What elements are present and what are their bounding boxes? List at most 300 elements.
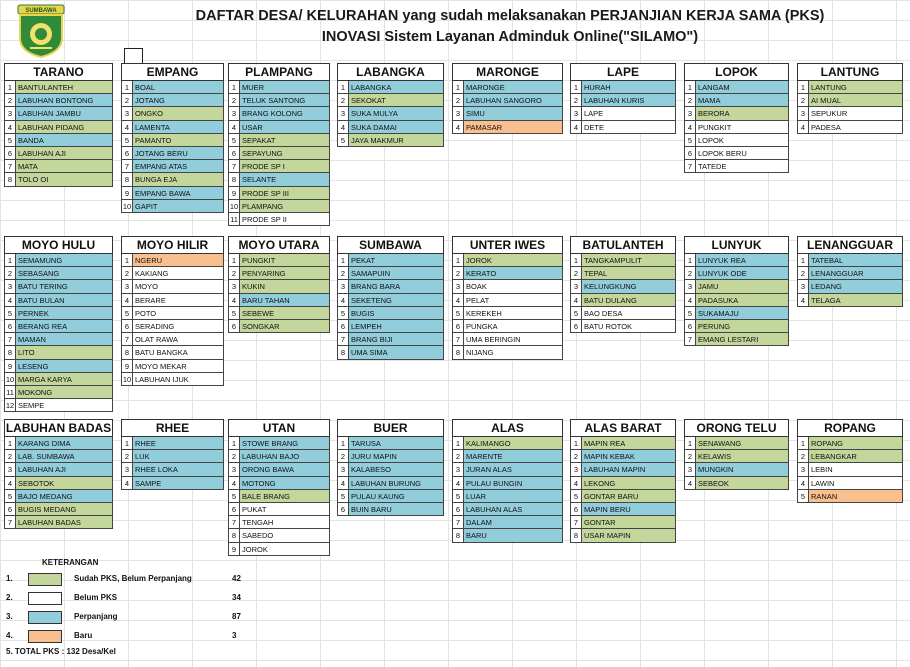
district-title: MOYO UTARA: [228, 236, 330, 254]
village-number: 4: [684, 294, 696, 307]
village-row: [452, 490, 563, 503]
legend-swatch: [28, 592, 62, 605]
village-name: PERUNG: [696, 320, 789, 333]
village-name: LEBANGKAR: [809, 450, 903, 463]
village-row: [228, 294, 330, 307]
village-number: 4: [228, 294, 240, 307]
district-title: LENANGGUAR: [797, 236, 903, 254]
village-name: LITO: [16, 346, 113, 359]
village-row: [797, 81, 903, 94]
village-number: 3: [452, 280, 464, 293]
district-title: EMPANG: [121, 63, 224, 81]
village-name: TELAGA: [809, 294, 903, 307]
village-row: [337, 490, 444, 503]
village-row: [228, 121, 330, 134]
village-number: 3: [4, 280, 16, 293]
village-number: 9: [121, 360, 133, 373]
village-row: [452, 294, 563, 307]
village-number: 5: [4, 490, 16, 503]
village-row: [337, 94, 444, 107]
village-number: 1: [4, 254, 16, 267]
village-number: 3: [4, 107, 16, 120]
village-name: BATU DULANG: [582, 294, 676, 307]
village-number: 8: [4, 346, 16, 359]
village-number: 5: [121, 307, 133, 320]
village-number: 1: [452, 437, 464, 450]
village-row: [452, 450, 563, 463]
village-name: EMPANG ATAS: [133, 160, 224, 173]
village-row: [684, 134, 789, 147]
village-number: 3: [797, 280, 809, 293]
village-row: [797, 437, 903, 450]
village-name: LABUHAN PIDANG: [16, 121, 113, 134]
village-number: 4: [228, 121, 240, 134]
district-title: UTAN: [228, 419, 330, 437]
village-name: SAMPE: [133, 477, 224, 490]
village-row: [452, 333, 563, 346]
village-row: [228, 307, 330, 320]
village-number: 3: [570, 463, 582, 476]
village-row: [337, 107, 444, 120]
village-row: [121, 267, 224, 280]
village-number: 1: [121, 437, 133, 450]
village-row: [452, 477, 563, 490]
village-name: LESENG: [16, 360, 113, 373]
village-number: 5: [228, 307, 240, 320]
village-name: BUGIS MEDANG: [16, 503, 113, 516]
village-row: [121, 320, 224, 333]
village-row: [228, 320, 330, 333]
village-name: KUKIN: [240, 280, 330, 293]
village-number: 6: [452, 320, 464, 333]
village-name: PUNGKIT: [240, 254, 330, 267]
village-row: [121, 160, 224, 173]
village-name: KEREKEH: [464, 307, 563, 320]
village-row: [121, 294, 224, 307]
village-name: PUNGKIT: [696, 121, 789, 134]
village-number: 3: [452, 107, 464, 120]
village-number: 8: [452, 529, 464, 542]
village-name: KAKIANG: [133, 267, 224, 280]
district-title: PLAMPANG: [228, 63, 330, 81]
village-name: PUKAT: [240, 503, 330, 516]
village-name: LAB. SUMBAWA: [16, 450, 113, 463]
district-title: ORONG TELU: [684, 419, 789, 437]
village-name: BUGIS: [349, 307, 444, 320]
village-number: 4: [4, 294, 16, 307]
village-number: 2: [4, 94, 16, 107]
village-name: LABUHAN BONTONG: [16, 94, 113, 107]
village-name: NGERU: [133, 254, 224, 267]
page-title-line-2: INOVASI Sistem Layanan Adminduk Online("SILAMO"): [321, 29, 699, 45]
village-name: BANDA: [16, 134, 113, 147]
village-number: 6: [228, 320, 240, 333]
village-row: [121, 360, 224, 373]
village-number: 4: [337, 121, 349, 134]
village-row: [4, 437, 113, 450]
village-row: [570, 516, 676, 529]
village-number: 1: [121, 81, 133, 94]
village-name: RHEE: [133, 437, 224, 450]
village-number: 7: [684, 333, 696, 346]
village-row: [121, 477, 224, 490]
village-row: [570, 503, 676, 516]
village-row: [121, 147, 224, 160]
village-number: 2: [337, 267, 349, 280]
village-row: [337, 463, 444, 476]
village-number: 3: [121, 280, 133, 293]
village-number: 1: [570, 437, 582, 450]
village-name: ONGKO: [133, 107, 224, 120]
village-row: [4, 147, 113, 160]
legend-count: 87: [232, 612, 241, 621]
village-name: KERATO: [464, 267, 563, 280]
village-row: [228, 503, 330, 516]
village-name: KARANG DIMA: [16, 437, 113, 450]
village-name: LANTUNG: [809, 81, 903, 94]
district-title: LUNYUK: [684, 236, 789, 254]
village-row: [4, 360, 113, 373]
village-name: PRODE SP II: [240, 213, 330, 226]
village-name: EMPANG BAWA: [133, 187, 224, 200]
village-name: BATU BULAN: [16, 294, 113, 307]
village-number: 2: [797, 267, 809, 280]
village-name: JAMU: [696, 280, 789, 293]
village-name: LABUHAN AJI: [16, 463, 113, 476]
village-name: LUNYUK ODE: [696, 267, 789, 280]
village-number: 4: [4, 477, 16, 490]
village-row: [121, 463, 224, 476]
village-name: SAMAPUIN: [349, 267, 444, 280]
village-number: 4: [228, 477, 240, 490]
village-name: HURAH: [582, 81, 676, 94]
village-row: [684, 477, 789, 490]
village-number: 1: [570, 81, 582, 94]
legend-item: [4, 571, 254, 589]
village-number: 6: [228, 147, 240, 160]
village-name: SUKAMAJU: [696, 307, 789, 320]
village-name: DETE: [582, 121, 676, 134]
village-name: LAPE: [582, 107, 676, 120]
village-number: 3: [570, 280, 582, 293]
village-name: LAWIN: [809, 477, 903, 490]
village-number: 3: [4, 463, 16, 476]
village-number: 1: [337, 437, 349, 450]
district-block: [121, 236, 224, 386]
village-row: [570, 121, 676, 134]
village-number: 6: [452, 503, 464, 516]
legend-number: 1.: [6, 574, 13, 583]
legend: [4, 555, 264, 665]
village-row: [452, 81, 563, 94]
village-number: 3: [121, 463, 133, 476]
village-row: [797, 94, 903, 107]
village-row: [684, 450, 789, 463]
legend-label: Perpanjang: [74, 612, 118, 621]
village-name: LABANGKA: [349, 81, 444, 94]
village-name: JURAN ALAS: [464, 463, 563, 476]
district-title: ALAS BARAT: [570, 419, 676, 437]
village-row: [4, 254, 113, 267]
village-row: [452, 463, 563, 476]
village-number: 4: [337, 294, 349, 307]
village-name: SUKA DAMAI: [349, 121, 444, 134]
village-row: [4, 450, 113, 463]
legend-number: 2.: [6, 593, 13, 602]
village-name: JAYA MAKMUR: [349, 134, 444, 147]
village-number: 2: [121, 450, 133, 463]
village-name: PULAU BUNGIN: [464, 477, 563, 490]
village-name: BAJO MEDANG: [16, 490, 113, 503]
village-name: LABUHAN BURUNG: [349, 477, 444, 490]
legend-title: KETERANGAN: [42, 558, 99, 567]
district-block: [337, 236, 444, 360]
village-number: 4: [4, 121, 16, 134]
village-number: 4: [570, 121, 582, 134]
district-title: LABANGKA: [337, 63, 444, 81]
village-name: SEMAMUNG: [16, 254, 113, 267]
village-row: [684, 307, 789, 320]
village-number: 3: [121, 107, 133, 120]
village-name: BANTULANTEH: [16, 81, 113, 94]
village-name: BARU: [464, 529, 563, 542]
village-name: MAPIN BERU: [582, 503, 676, 516]
village-number: 8: [228, 529, 240, 542]
village-name: USAR: [240, 121, 330, 134]
village-row: [228, 134, 330, 147]
district-block: [121, 63, 224, 213]
village-number: 5: [684, 307, 696, 320]
village-name: PULAU KAUNG: [349, 490, 444, 503]
village-number: 1: [684, 254, 696, 267]
village-row: [228, 463, 330, 476]
legend-count: 3: [232, 631, 237, 640]
village-number: 2: [337, 450, 349, 463]
village-number: 6: [684, 147, 696, 160]
village-row: [452, 516, 563, 529]
legend-label: Belum PKS: [74, 593, 118, 602]
village-name: LABUHAN BAJO: [240, 450, 330, 463]
village-row: [570, 307, 676, 320]
village-number: 2: [797, 94, 809, 107]
village-row: [4, 107, 113, 120]
district-block: [228, 419, 330, 556]
village-number: 1: [452, 254, 464, 267]
selected-cell[interactable]: [124, 48, 143, 64]
village-row: [4, 386, 113, 399]
village-name: BATU BANGKA: [133, 346, 224, 359]
village-number: 8: [337, 346, 349, 359]
village-name: DALAM: [464, 516, 563, 529]
village-name: LABUHAN BADAS: [16, 516, 113, 529]
village-name: SEPAKAT: [240, 134, 330, 147]
legend-swatch: [28, 573, 62, 586]
village-name: LEMPEH: [349, 320, 444, 333]
village-number: 5: [121, 134, 133, 147]
village-row: [337, 267, 444, 280]
village-number: 3: [228, 280, 240, 293]
village-number: 7: [228, 160, 240, 173]
village-name: LUNYUK REA: [696, 254, 789, 267]
village-name: MAMAN: [16, 333, 113, 346]
village-number: 5: [4, 307, 16, 320]
district-title: RHEE: [121, 419, 224, 437]
village-row: [121, 94, 224, 107]
village-row: [570, 320, 676, 333]
village-row: [4, 81, 113, 94]
legend-item: [4, 609, 254, 627]
village-name: SIMU: [464, 107, 563, 120]
village-name: LEKONG: [582, 477, 676, 490]
village-number: 6: [121, 320, 133, 333]
district-block: [337, 419, 444, 516]
village-number: 11: [228, 213, 240, 226]
village-name: MAPIN KEBAK: [582, 450, 676, 463]
village-name: TANGKAMPULIT: [582, 254, 676, 267]
village-name: SEBEWE: [240, 307, 330, 320]
district-block: [337, 63, 444, 147]
village-row: [570, 490, 676, 503]
village-number: 1: [684, 81, 696, 94]
village-number: 2: [570, 267, 582, 280]
village-name: LABUHAN KURIS: [582, 94, 676, 107]
village-name: PRODE SP I: [240, 160, 330, 173]
village-name: TEPAL: [582, 267, 676, 280]
district-block: [797, 236, 903, 307]
village-name: BATU TERING: [16, 280, 113, 293]
village-row: [121, 280, 224, 293]
village-number: 2: [228, 94, 240, 107]
village-row: [684, 160, 789, 173]
district-title: MARONGE: [452, 63, 563, 81]
village-name: SENAWANG: [696, 437, 789, 450]
legend-count: 34: [232, 593, 241, 602]
village-row: [797, 267, 903, 280]
district-block: [684, 236, 789, 346]
village-number: 1: [4, 437, 16, 450]
village-row: [570, 437, 676, 450]
village-row: [570, 280, 676, 293]
village-number: 3: [684, 463, 696, 476]
village-number: 2: [452, 94, 464, 107]
village-row: [684, 294, 789, 307]
village-row: [684, 94, 789, 107]
village-row: [684, 81, 789, 94]
village-row: [4, 307, 113, 320]
village-row: [337, 503, 444, 516]
village-row: [228, 450, 330, 463]
village-number: 4: [797, 477, 809, 490]
village-number: 6: [337, 503, 349, 516]
village-row: [4, 346, 113, 359]
village-name: BOAK: [464, 280, 563, 293]
village-name: PERNEK: [16, 307, 113, 320]
village-number: 11: [4, 386, 16, 399]
village-number: 4: [797, 294, 809, 307]
village-row: [228, 160, 330, 173]
village-row: [228, 200, 330, 213]
village-name: LABUHAN IJUK: [133, 373, 224, 386]
legend-number: 3.: [6, 612, 13, 621]
village-number: 5: [4, 134, 16, 147]
village-number: 7: [452, 516, 464, 529]
district-title: SUMBAWA: [337, 236, 444, 254]
district-title: MOYO HULU: [4, 236, 113, 254]
village-name: MUER: [240, 81, 330, 94]
village-row: [4, 121, 113, 134]
village-row: [121, 81, 224, 94]
legend-number: 4.: [6, 631, 13, 640]
village-number: 8: [452, 346, 464, 359]
village-name: RANAN: [809, 490, 903, 503]
legend-label: Baru: [74, 631, 93, 640]
village-row: [570, 463, 676, 476]
village-name: MOTONG: [240, 477, 330, 490]
village-number: 6: [121, 147, 133, 160]
village-name: LABUHAN SANGORO: [464, 94, 563, 107]
village-number: 5: [452, 490, 464, 503]
village-row: [4, 294, 113, 307]
village-name: KELAWIS: [696, 450, 789, 463]
village-name: NIJANG: [464, 346, 563, 359]
village-row: [121, 373, 224, 386]
village-number: 2: [228, 450, 240, 463]
village-name: MAPIN REA: [582, 437, 676, 450]
village-number: 2: [684, 267, 696, 280]
village-name: LUK: [133, 450, 224, 463]
village-row: [4, 333, 113, 346]
village-number: 3: [684, 280, 696, 293]
village-name: BRANG KOLONG: [240, 107, 330, 120]
village-number: 2: [684, 450, 696, 463]
village-row: [452, 346, 563, 359]
district-title: LOPOK: [684, 63, 789, 81]
district-block: [4, 63, 113, 187]
village-name: LEBIN: [809, 463, 903, 476]
village-number: 7: [337, 333, 349, 346]
village-number: 3: [228, 107, 240, 120]
village-name: TATEBAL: [809, 254, 903, 267]
village-row: [228, 543, 330, 556]
village-name: LABUHAN AJI: [16, 147, 113, 160]
village-number: 1: [121, 254, 133, 267]
village-number: 4: [684, 121, 696, 134]
village-row: [797, 280, 903, 293]
village-row: [337, 294, 444, 307]
district-block: [228, 63, 330, 226]
village-name: AI MUAL: [809, 94, 903, 107]
village-row: [570, 529, 676, 542]
village-number: 4: [452, 121, 464, 134]
village-number: 2: [228, 267, 240, 280]
village-number: 2: [570, 94, 582, 107]
village-row: [337, 333, 444, 346]
village-number: 6: [570, 320, 582, 333]
village-name: GONTAR: [582, 516, 676, 529]
village-name: MAMA: [696, 94, 789, 107]
village-number: 1: [797, 437, 809, 450]
village-row: [228, 477, 330, 490]
village-name: KELUNGKUNG: [582, 280, 676, 293]
village-number: 1: [684, 437, 696, 450]
village-row: [452, 280, 563, 293]
village-name: PLAMPANG: [240, 200, 330, 213]
village-row: [4, 134, 113, 147]
village-name: PAMANTO: [133, 134, 224, 147]
village-row: [337, 254, 444, 267]
village-number: 1: [570, 254, 582, 267]
village-name: BERARE: [133, 294, 224, 307]
